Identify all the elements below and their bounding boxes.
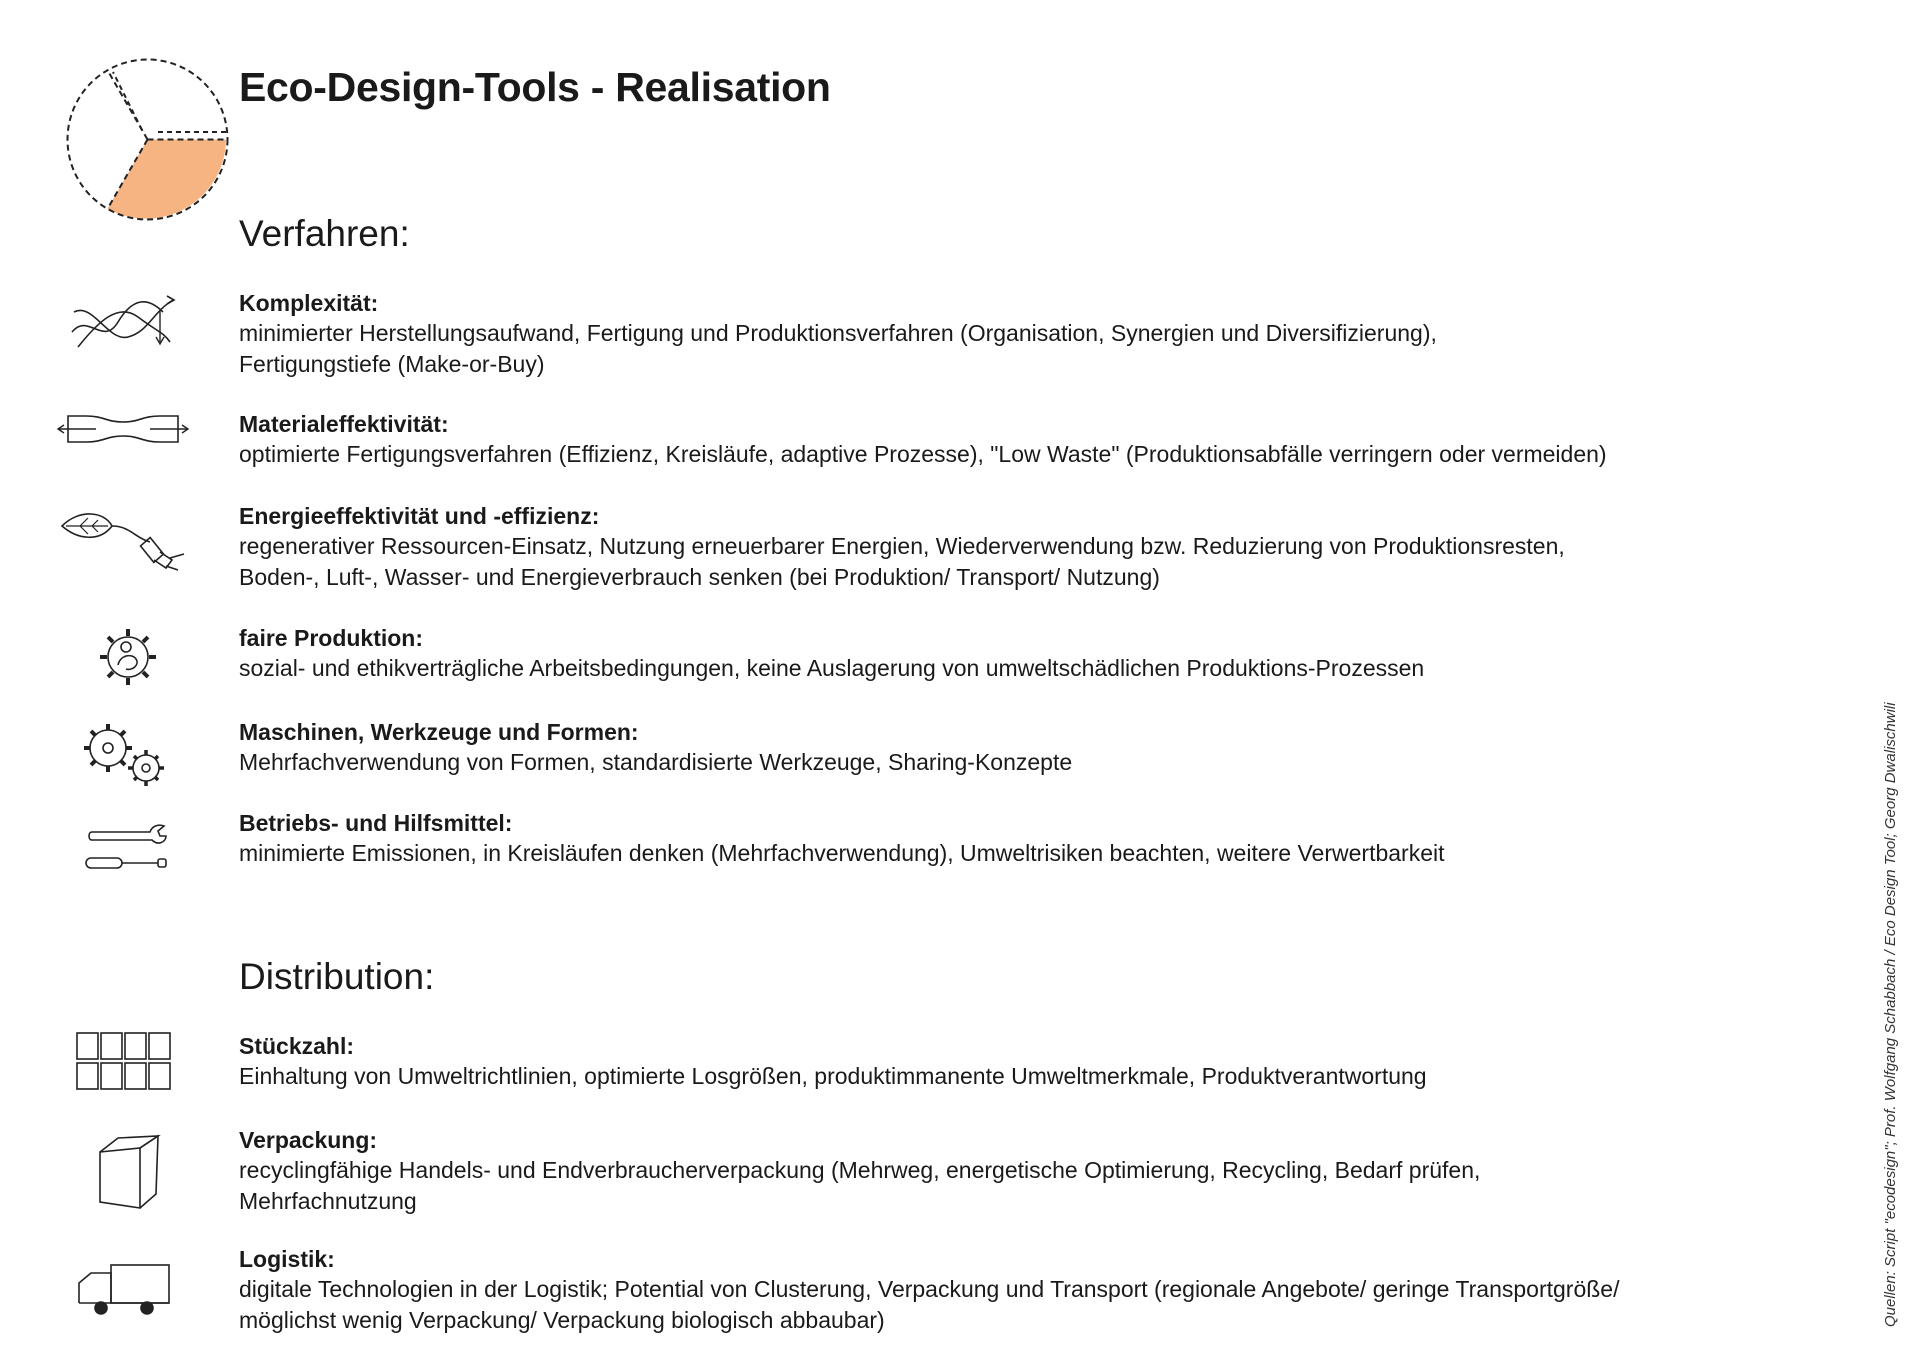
list-item bbox=[239, 1125, 1799, 1217]
three-segment-circle-logo-icon bbox=[60, 52, 235, 227]
item-text-line: Fertigungstiefe (Make-or-Buy) bbox=[239, 351, 545, 377]
item-text-line: recyclingfähige Handels- und Endverbraucherverpackung (Mehrweg, energetische Optimierung, Recycling, Bedarf prüfen, bbox=[239, 1157, 1481, 1183]
item-text-line: minimierter Herstellungsaufwand, Fertigung und Produktionsverfahren (Organisation, Synergien und Diversifizierung), bbox=[239, 320, 1437, 346]
item-title: Maschinen, Werkzeuge und Formen: bbox=[239, 719, 639, 745]
item-text-line: optimierte Fertigungsverfahren (Effizienz, Kreisläufe, adaptive Prozesse), "Low Waste" (Produktionsabfälle verringern oder vermeiden) bbox=[239, 441, 1607, 467]
grid-units-icon bbox=[75, 1031, 173, 1093]
item-title: Komplexität: bbox=[239, 290, 379, 316]
item-text-line: sozial- und ethikverträgliche Arbeitsbedingungen, keine Auslagerung von umweltschädlichen Produktions-Prozessen bbox=[239, 655, 1425, 681]
item-title: faire Produktion: bbox=[239, 625, 424, 651]
list-item bbox=[239, 1031, 1799, 1092]
item-title: Materialeffektivität: bbox=[239, 411, 449, 437]
page-title: Eco-Design-Tools - Realisation bbox=[239, 64, 831, 110]
list-item bbox=[239, 808, 1799, 869]
item-title: Verpackung: bbox=[239, 1127, 378, 1153]
list-item bbox=[239, 717, 1799, 778]
gears-icon bbox=[78, 718, 174, 788]
item-text-line: Boden-, Luft-, Wasser- und Energieverbrauch senken (bei Produktion/ Transport/ Nutzung) bbox=[239, 564, 1160, 590]
section-heading-verfahren: Verfahren: bbox=[239, 213, 410, 254]
box-icon bbox=[94, 1134, 164, 1212]
item-text-line: Mehrfachverwendung von Formen, standardisierte Werkzeuge, Sharing-Konzepte bbox=[239, 749, 1073, 775]
section-heading-distribution: Distribution: bbox=[239, 956, 435, 997]
item-text-line: digitale Technologien in der Logistik; Potential von Clusterung, Verpackung und Transport (regionale Angebote/ geringe Transportgröße/ bbox=[239, 1276, 1620, 1302]
list-item bbox=[239, 288, 1799, 380]
list-item bbox=[239, 501, 1799, 593]
item-text-line: minimierte Emissionen, in Kreisläufen denken (Mehrfachverwendung), Umweltrisiken beachten, weitere Verwertbarkeit bbox=[239, 840, 1445, 866]
item-text-line: Einhaltung von Umweltrichtlinien, optimierte Losgrößen, produktimmanente Umweltmerkmale, Produktverantwortung bbox=[239, 1063, 1427, 1089]
item-title: Betriebs- und Hilfsmittel: bbox=[239, 810, 513, 836]
wrench-screwdriver-icon bbox=[82, 822, 172, 874]
item-title: Stückzahl: bbox=[239, 1033, 355, 1059]
item-title: Logistik: bbox=[239, 1246, 335, 1272]
list-item bbox=[239, 409, 1799, 470]
list-item bbox=[239, 1244, 1799, 1336]
item-title: Energieeffektivität und -effizienz: bbox=[239, 503, 600, 529]
item-text-line: Mehrfachnutzung bbox=[239, 1188, 417, 1214]
source-credit: Quellen: Script "ecodesign"; Prof. Wolfgang Schabbach / Eco Design Tool; Georg Dwalischwili bbox=[1882, 702, 1899, 1327]
leaf-plug-icon bbox=[60, 508, 192, 574]
gear-person-icon bbox=[96, 625, 160, 689]
item-text-line: möglichst wenig Verpackung/ Verpackung biologisch abbaubar) bbox=[239, 1307, 885, 1333]
complexity-curves-icon bbox=[68, 292, 180, 350]
list-item bbox=[239, 623, 1799, 684]
item-text-line: regenerativer Ressourcen-Einsatz, Nutzung erneuerbarer Energien, Wiederverwendung bzw. Reduzierung von Produktionsresten, bbox=[239, 533, 1565, 559]
truck-icon bbox=[77, 1263, 173, 1317]
material-bar-icon bbox=[56, 412, 190, 446]
